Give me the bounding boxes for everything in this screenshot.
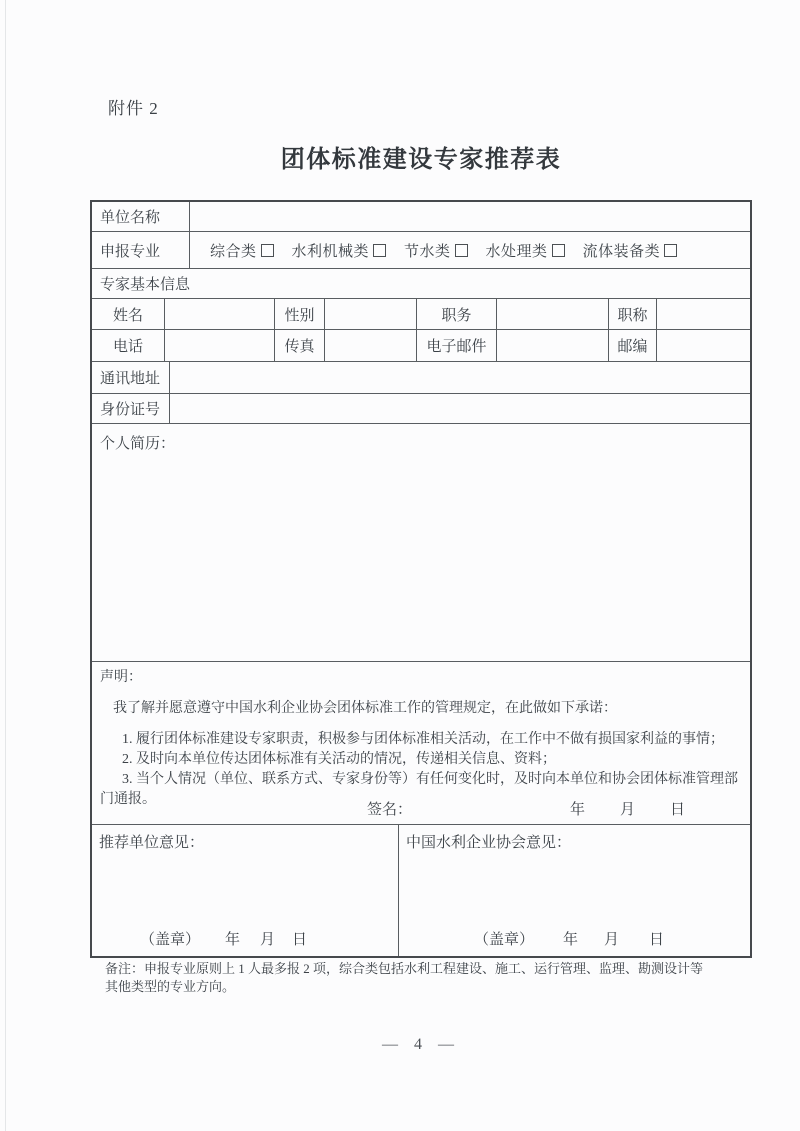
recommending-unit-opinion-box: [92, 825, 399, 956]
declaration-heading: 声明：: [100, 670, 142, 685]
row-name: [92, 299, 750, 330]
gender-label: 性别: [275, 299, 325, 329]
attachment-label: 附件 2: [108, 99, 159, 118]
page-title: 团体标准建设专家推荐表: [280, 147, 562, 173]
zip-label: 邮编: [609, 330, 657, 361]
association-opinion-box: [399, 825, 750, 956]
year-label: 年: [225, 932, 241, 948]
phone-value: [165, 330, 275, 361]
row-opinions: [92, 825, 750, 956]
prof-title-label: 职称: [609, 299, 657, 329]
name-label: 姓名: [92, 299, 165, 329]
row-unit-name: [92, 202, 750, 232]
month-label: 月: [620, 802, 636, 818]
month-label: 月: [260, 932, 276, 948]
address-value: [170, 362, 750, 393]
resume-label: 个人简历：: [100, 436, 176, 452]
position-value: [497, 299, 609, 329]
seal-line-left: [92, 928, 398, 948]
seal-line-right: [399, 928, 750, 948]
day-label: 日: [292, 932, 308, 948]
address-label: 通讯地址: [92, 362, 170, 393]
row-id-number: [92, 394, 750, 424]
prof-title-value: [657, 299, 750, 329]
position-label: 职务: [417, 299, 497, 329]
day-label: 日: [670, 802, 686, 818]
row-specialty: [92, 232, 750, 269]
id-number-value: [170, 394, 750, 423]
name-value: [165, 299, 275, 329]
email-label: 电子邮件: [417, 330, 497, 361]
footnote: [105, 960, 715, 996]
footnote-line-1: 备注：申报专业原则上 1 人最多报 2 项，综合类包括水利工程建设、施工、运行管理、监理、勘测设计等: [105, 961, 704, 976]
year-label: 年: [570, 802, 586, 818]
checkbox-icon: [373, 244, 386, 257]
seal-label: （盖章）: [474, 932, 535, 948]
fax-label: 传真: [275, 330, 325, 361]
declaration-box: [92, 662, 750, 825]
id-number-label: 身份证号: [92, 394, 170, 423]
row-section-header: [92, 269, 750, 299]
checkbox-icon: [261, 244, 274, 257]
year-label: 年: [563, 932, 579, 948]
option-fluid-equipment: 流体装备类: [583, 240, 678, 261]
checkbox-icon: [664, 244, 677, 257]
month-label: 月: [604, 932, 620, 948]
checkbox-icon: [455, 244, 468, 257]
option-comprehensive: 综合类: [210, 240, 274, 261]
declaration-item-3: 3. 当个人情况（单位、联系方式、专家身份等）有任何变化时，及时向本单位和协会团体标准管理部门通报。: [100, 772, 738, 807]
unit-name-label: 单位名称: [92, 202, 190, 231]
seal-label: （盖章）: [140, 932, 201, 948]
day-label: 日: [649, 932, 665, 948]
declaration-item-2: 2. 及时向本单位传达团体标准有关活动的情况，传递相关信息、资料；: [122, 752, 556, 767]
section-basic-info: 专家基本信息: [100, 277, 191, 293]
declaration-intro: 我了解并愿意遵守中国水利企业协会团体标准工作的管理规定，在此做如下承诺：: [113, 701, 617, 716]
recommending-unit-opinion-label: 推荐单位意见：: [99, 835, 205, 851]
association-opinion-label: 中国水利企业协会意见：: [406, 835, 572, 851]
scan-edge-artifact: [5, 0, 6, 1131]
phone-label: 电话: [92, 330, 165, 361]
specialty-label: 申报专业: [92, 232, 190, 268]
zip-value: [657, 330, 750, 361]
row-declaration: [92, 662, 750, 825]
row-contact: [92, 330, 750, 362]
checkbox-icon: [552, 244, 565, 257]
option-water-saving: 节水类: [404, 240, 468, 261]
gender-value: [325, 299, 417, 329]
footnote-line-2: 其他类型的专业方向。: [105, 979, 236, 994]
specialty-options: [190, 232, 750, 268]
row-address: [92, 362, 750, 394]
unit-name-value: [190, 202, 750, 231]
fax-value: [325, 330, 417, 361]
row-resume: [92, 424, 750, 662]
signature-label: 签名：: [367, 802, 413, 818]
page-number: — 4 —: [382, 1036, 460, 1053]
declaration-item-1: 1. 履行团体标准建设专家职责，积极参与团体标准相关活动，在工作中不做有损国家利益的事情；: [122, 732, 724, 747]
option-water-machinery: 水利机械类: [292, 240, 387, 261]
form-table: [90, 200, 752, 958]
option-water-treatment: 水处理类: [486, 240, 565, 261]
signature-line: [92, 798, 750, 818]
email-value: [497, 330, 609, 361]
